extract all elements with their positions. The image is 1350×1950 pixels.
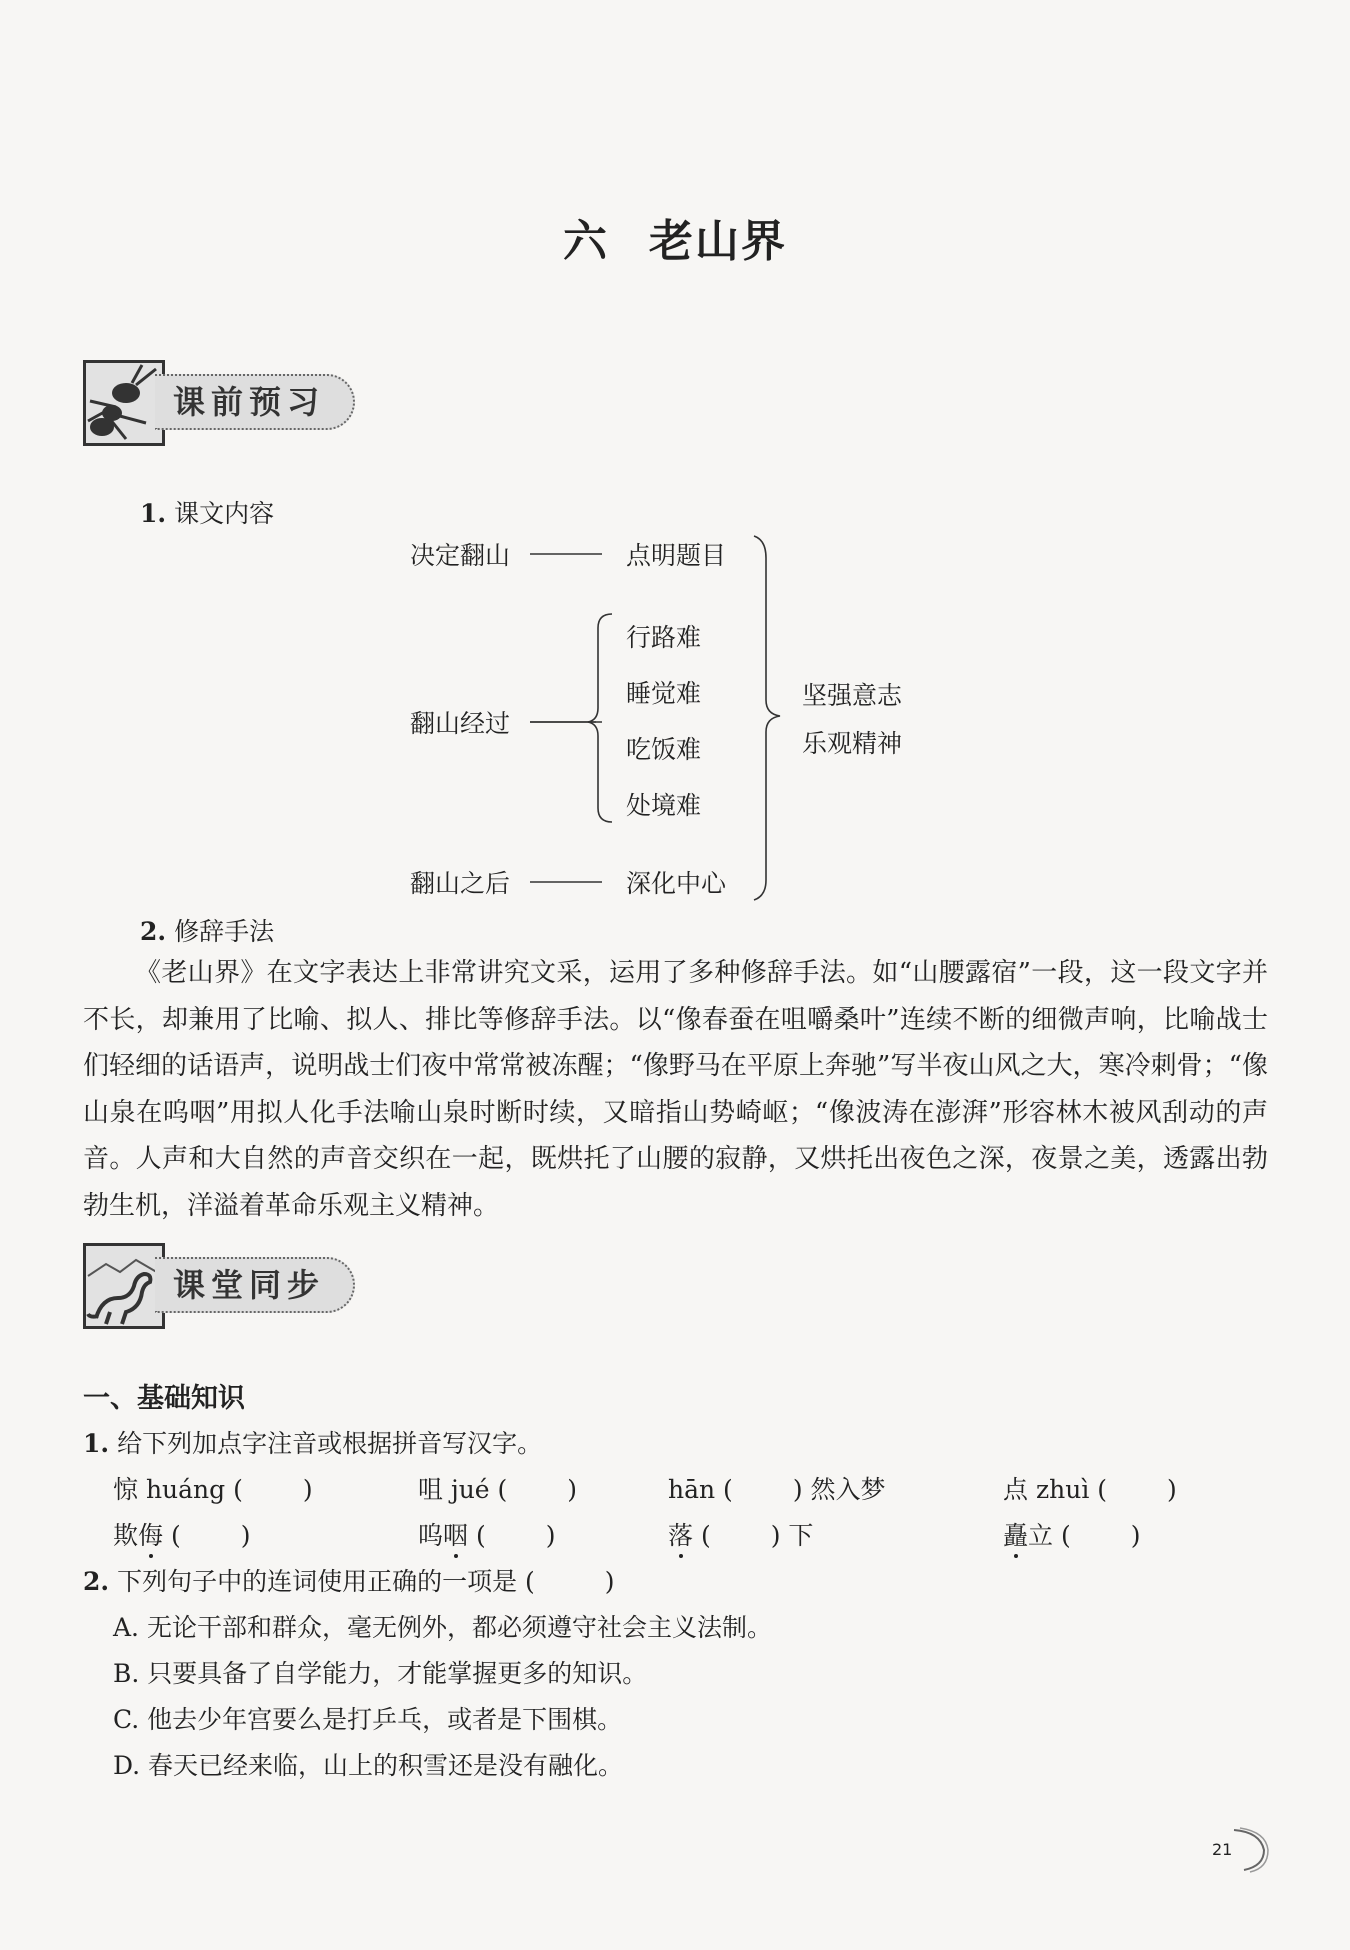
q1-item-close: )	[567, 1475, 578, 1504]
dotted-character: 矗	[1003, 1516, 1028, 1552]
q1-row2-item	[418, 1516, 556, 1552]
question-2	[83, 1562, 615, 1598]
dotted-character: 落	[668, 1516, 693, 1552]
q1-row1-item	[418, 1470, 577, 1506]
q1-row1-item	[1003, 1470, 1177, 1506]
option-d: D. 春天已经来临，山上的积雪还是没有融化。	[113, 1751, 624, 1780]
diagram-part3-left: 翻山之后	[410, 869, 511, 898]
q1-item-text: 咀 jué (	[418, 1475, 508, 1504]
q1-row2-item	[1003, 1516, 1140, 1552]
q1-item-open: 立 (	[1028, 1521, 1071, 1550]
q1-row2-item	[113, 1516, 251, 1552]
q1-item-text: hān (	[668, 1475, 733, 1504]
rhetoric-paragraph: 《老山界》在文字表达上非常讲究文采，运用了多种修辞手法。如“山腰露宿”一段，这一段文字并不长，却兼用了比喻、拟人、排比等修辞手法。以“像春蚕在咀嚼桑叶”连续不断的细微声响，比喻战士们轻细的话语声，说明战士们夜中常常被冻醒；“像野马在平原上奔驰”写半夜山风之大，寒冷刺骨；“像山泉在呜咽”用拟人化手法喻山泉时断时续，又暗指山势崎岖；“像波涛在澎湃”形容林木被风刮动的声音。人声和大自然的声音交织在一起，既烘托了山腰的寂静，又烘托出夜色之深，夜景之美，透露出勃勃生机，洋溢着革命乐观主义精神。	[83, 958, 1268, 1221]
banner-label: 课前预习	[155, 374, 355, 430]
diagram-connector-lines	[0, 0, 1350, 950]
q1-item-open: (	[163, 1521, 181, 1550]
q1-item-text: 点 zhuì (	[1003, 1475, 1108, 1504]
diagram-part2-left: 翻山经过	[410, 709, 511, 738]
diagram-part1-left: 决定翻山	[410, 541, 511, 570]
dinosaur-emblem-icon	[83, 1243, 165, 1329]
question-text: 下列句子中的连词使用正确的一项是 (	[117, 1567, 535, 1596]
option-c: C. 他去少年宫要么是打乒乓，或者是下围棋。	[113, 1705, 623, 1734]
q1-item-close: ) 然入梦	[792, 1475, 886, 1504]
dotted-character: 侮	[138, 1516, 163, 1552]
diagram-summary: 乐观精神	[802, 729, 903, 758]
q1-item-open: (	[693, 1521, 711, 1550]
q1-item-close: )	[545, 1521, 556, 1550]
lesson-name: 老山界	[649, 216, 787, 267]
q1-row1-item	[113, 1470, 313, 1506]
question-text: 给下列加点字注音或根据拼音写汉字。	[117, 1429, 543, 1458]
question-close: )	[604, 1567, 615, 1596]
q1-item-open: (	[468, 1521, 486, 1550]
option-b: B. 只要具备了自学能力，才能掌握更多的知识。	[113, 1659, 648, 1688]
diagram-part2-item: 行路难	[626, 623, 702, 652]
dotted-character: 咽	[443, 1516, 468, 1552]
q1-item-text: 呜	[418, 1521, 444, 1550]
page-number-text: 21	[1212, 1840, 1233, 1859]
q1-item-close: )	[1130, 1521, 1141, 1550]
q1-item-close: )	[302, 1475, 313, 1504]
question-number: 1.	[83, 1429, 110, 1458]
diagram-part2-item: 处境难	[626, 791, 702, 820]
subheading-number: 1.	[140, 499, 167, 528]
section-banner-classroom	[83, 1243, 373, 1333]
q1-item-close: ) 下	[770, 1521, 814, 1550]
subheading-label: 修辞手法	[174, 917, 275, 946]
question-1	[83, 1424, 542, 1460]
q1-item-text: 欺	[113, 1521, 139, 1550]
subheading-rhetoric	[140, 912, 274, 948]
q1-row2-item	[668, 1516, 813, 1552]
q1-item-close: )	[1167, 1475, 1177, 1504]
diagram-part2-item: 睡觉难	[626, 679, 702, 708]
diagram-summary: 坚强意志	[802, 681, 903, 710]
option-a: A. 无论干部和群众，毫无例外，都必须遵守社会主义法制。	[113, 1613, 772, 1642]
q1-item-text: 惊 huáng (	[113, 1475, 243, 1504]
section-heading: 一、基础知识	[83, 1383, 245, 1414]
subheading-number: 2.	[140, 917, 167, 946]
subheading-label: 课文内容	[174, 499, 275, 528]
q1-row1-item	[668, 1470, 886, 1506]
diagram-part1-right: 点明题目	[626, 541, 727, 570]
page-corner-swirl-icon	[1230, 1824, 1270, 1874]
lesson-number: 六	[563, 216, 609, 267]
banner-label: 课堂同步	[155, 1257, 355, 1313]
question-number: 2.	[83, 1567, 110, 1596]
diagram-part3-right: 深化中心	[626, 869, 727, 898]
q1-item-close: )	[240, 1521, 251, 1550]
diagram-part2-item: 吃饭难	[626, 735, 702, 764]
